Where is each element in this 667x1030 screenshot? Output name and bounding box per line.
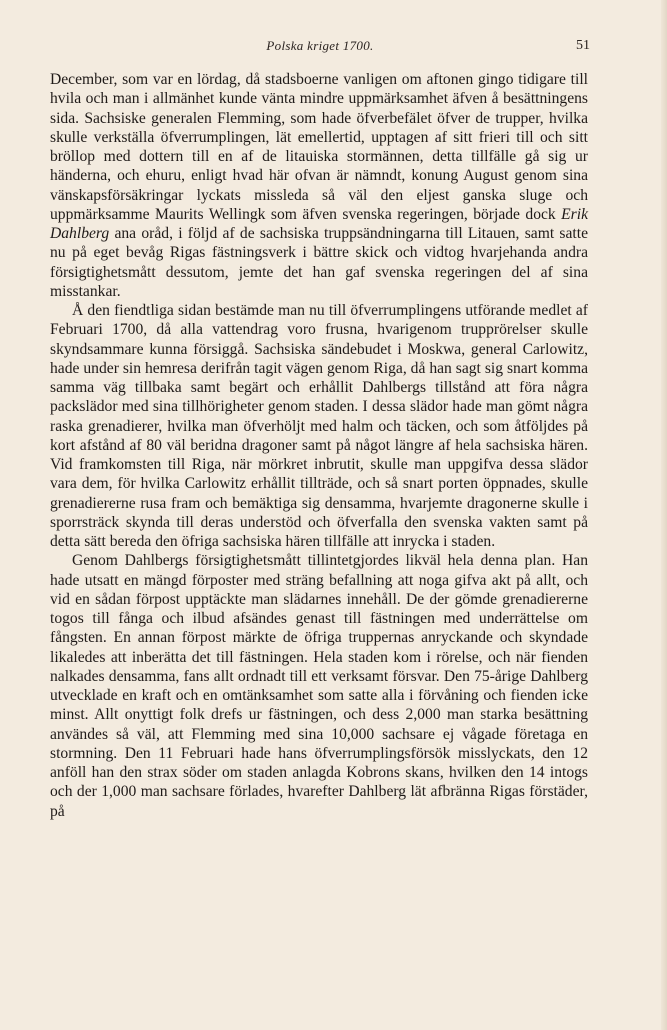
paragraph-1-text-b: ana oråd, i följd af de sachsiska truppsändningarna till Litauen, samt satte nu på eget bevåg Rigas fästningsverk i bättre skick och vidtog hvarjehanda andra försigtighetsmått dessutom, jemte det han gaf svenska regeringen del af sina misstankar. — [50, 225, 588, 300]
paragraph-1 — [50, 70, 588, 301]
paragraph-2-text: Å den fiendtliga sidan bestämde man nu till öfverrumplingens utförande medlet af Februari 1700, då alla vattendrag voro frusna, hvarigenom trupprörelser skulle skyndsammare kunna försiggå. Sachsiska sändebudet i Moskwa, general Carlowitz, hade under sin hemresa derifrån tagit vägen genom Riga, då han sagt sig snart komma samma väg tillbaka samt begärt och erhållit Dahlbergs tillstånd att föra några packslädor med sina tillhörigheter genom staden. I dessa slädor hade man gömt några raska grenadierer, hvilka man öfverhöljt med halm och täcken, och som åtföljdes på kort afstånd af 80 väl beridna dragoner samt på något längre af hela sachsiska hären. Vid framkomsten till Riga, när mörkret inbrutit, skulle man uppgifva dessa slädor vara dem, för hvilka Carlowitz erhållit tillträde, och så snart porten öppnades, skulle grenadiererne rusa fram och bemäktiga sig densamma, hvarjemte dragonerne skulle i sporrsträck skynda till deras understöd och öfverfalla den svenska vakten samt på detta sätt bereda den öfriga sachsiska hären tillfälle att inrycka i staden. — [50, 302, 588, 550]
page-edge-shadow — [661, 0, 667, 1030]
running-title: Polska kriget 1700. — [266, 38, 374, 53]
person-name-erik-dahlberg: Erik Dahlberg — [50, 205, 588, 242]
body-text — [50, 70, 588, 821]
running-head — [50, 38, 590, 60]
paragraph-3 — [50, 551, 588, 821]
paragraph-2 — [50, 301, 588, 551]
paragraph-1-text-a: December, som var en lördag, då stadsboerne vanligen om aftonen gingo tidigare till hvila och man i allmänhet kunde vänta mindre uppmärksamhet äfven å besättningens sida. Sachsiske generalen Flemming, som hade öfverbefälet öfver de trupper, hvilka skulle verkställa öfverrumplingen, lät emellertid, upptagen af sitt frieri till och sitt bröllop med dottern till en af de litauiska stormännen, detta tillfälle gå sig ur händerna, och ehuru, enligt hvad här ofvan är nämndt, konung August genom sina vänskapsförsäkringar lyckats missleda så väl den eljest ganska sluge och uppmärksamme Maurits Wellingk som äfven svenska regeringen, började dock — [50, 71, 588, 223]
paragraph-3-text: Genom Dahlbergs försigtighetsmått tillintetgjordes likväl hela denna plan. Han hade utsatt en mängd förposter med sträng befallning att noga gifva akt på allt, och vid en sådan förpost upptäckte man slädarnes innehåll. De der gömde grenadiererne togos till fånga och ilbud afsändes genast till fästningen med underrättelse om fångsten. En annan förpost märkte de öfriga truppernas anryckande och skyndade likaledes att inberätta det till fästningen. Hela staden kom i rörelse, och när fienden nalkades densamma, fans allt ordnadt till ett verksamt försvar. Den 75-årige Dahlberg utvecklade en kraft och en omtänksamhet som satte alla i förvåning och fienden icke minst. Allt onyttigt folk drefs ur fästningen, och dess 2,000 man starka besättning användes så väl, att Flemming med sina 10,000 sachsare ej vågade företaga en stormning. Den 11 Februari hade hans öfverrumplingsförsök misslyckats, den 12 anföll han den strax söder om staden anlagda Kobrons skans, hvilken den 14 intogs och der 1,000 man sachsare förlades, hvarefter Dahlberg lät afbränna Rigas förstäder, på — [50, 552, 588, 820]
page-number: 51 — [576, 38, 590, 53]
